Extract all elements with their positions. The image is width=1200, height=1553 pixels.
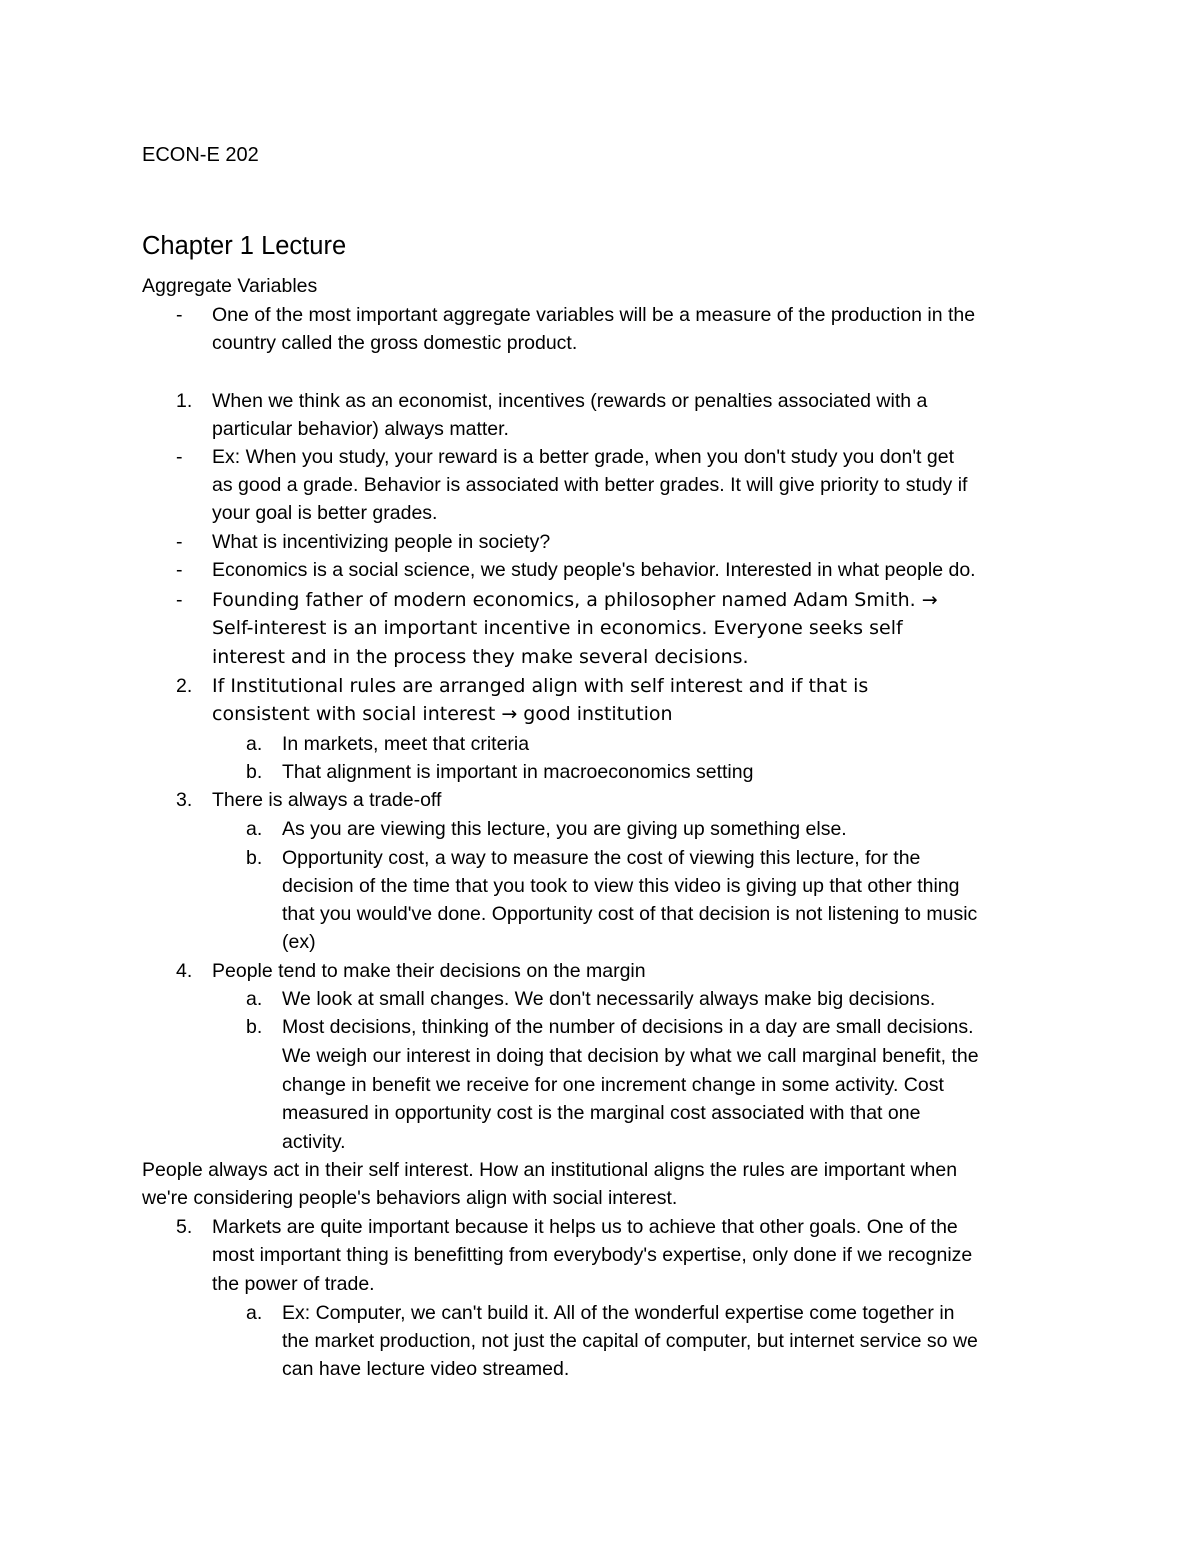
list-letter: a. (246, 1302, 263, 1324)
list-item-line: the market production, not just the capital of computer, but internet service so we (282, 1330, 978, 1352)
list-item-line: decision of the time that you took to view this video is giving up that other thing (282, 875, 960, 897)
list-item-line: activity. (282, 1131, 346, 1153)
section-subheading: Aggregate Variables (142, 275, 318, 297)
dash-bullet: - (176, 589, 183, 611)
list-item-line: Markets are quite important because it helps us to achieve that other goals. One of the (212, 1216, 958, 1238)
list-letter: b. (246, 847, 263, 869)
list-letter: b. (246, 1016, 263, 1038)
list-item-line: If Institutional rules are arranged align with self interest and if that is (212, 675, 869, 697)
list-item-line: that you would've done. Opportunity cost of that decision is not listening to music (282, 903, 978, 925)
list-item-line: What is incentivizing people in society? (212, 531, 551, 553)
list-item-line: measured in opportunity cost is the marginal cost associated with that one (282, 1102, 921, 1124)
list-letter: b. (246, 761, 263, 783)
list-item-line: Self-interest is an important incentive in economics. Everyone seeks self (212, 617, 903, 639)
list-item-line: One of the most important aggregate variables will be a measure of the production in the (212, 304, 976, 326)
list-item-line: the power of trade. (212, 1273, 375, 1295)
dash-bullet: - (176, 559, 183, 581)
paragraph-line: we're considering people's behaviors align with social interest. (142, 1187, 678, 1209)
list-number: 1. (176, 390, 193, 412)
list-letter: a. (246, 733, 263, 755)
page-title: Chapter 1 Lecture (142, 232, 347, 260)
list-item-line: We weigh our interest in doing that decision by what we call marginal benefit, the (282, 1045, 979, 1067)
list-item-line: When we think as an economist, incentives (rewards or penalties associated with a (212, 390, 928, 412)
paragraph-line: People always act in their self interest. How an institutional aligns the rules are important when (142, 1159, 958, 1181)
list-item-line: can have lecture video streamed. (282, 1358, 570, 1380)
list-item-line: That alignment is important in macroeconomics setting (282, 761, 754, 783)
list-item-line: Ex: When you study, your reward is a better grade, when you don't study you don't get (212, 446, 954, 468)
list-item-line: interest and in the process they make several decisions. (212, 646, 749, 668)
list-letter: a. (246, 988, 263, 1010)
list-item-line: change in benefit we receive for one increment change in some activity. Cost (282, 1074, 944, 1096)
list-item-line: People tend to make their decisions on the margin (212, 960, 646, 982)
list-item-line: (ex) (282, 931, 316, 953)
list-item-line: as good a grade. Behavior is associated with better grades. It will give priority to study if (212, 474, 968, 496)
list-item-line: consistent with social interest → good institution (212, 703, 673, 725)
dash-bullet: - (176, 446, 183, 468)
list-item-line: Most decisions, thinking of the number of decisions in a day are small decisions. (282, 1016, 974, 1038)
list-number: 2. (176, 675, 193, 697)
list-number: 3. (176, 789, 193, 811)
list-item-line: country called the gross domestic product. (212, 332, 578, 354)
list-item-line: Founding father of modern economics, a philosopher named Adam Smith. → (212, 589, 938, 611)
list-item-line: There is always a trade-off (212, 789, 442, 811)
list-item-line: particular behavior) always matter. (212, 418, 509, 440)
list-number: 4. (176, 960, 193, 982)
list-number: 5. (176, 1216, 193, 1238)
list-item-line: As you are viewing this lecture, you are giving up something else. (282, 818, 847, 840)
dash-bullet: - (176, 531, 183, 553)
list-item-line: your goal is better grades. (212, 502, 438, 524)
course-title: ECON-E 202 (142, 144, 259, 166)
list-item-line: In markets, meet that criteria (282, 733, 530, 755)
list-item-line: Opportunity cost, a way to measure the cost of viewing this lecture, for the (282, 847, 921, 869)
list-item-line: most important thing is benefitting from everybody's expertise, only done if we recognize (212, 1244, 973, 1266)
list-item-line: Ex: Computer, we can't build it. All of the wonderful expertise come together in (282, 1302, 955, 1324)
dash-bullet: - (176, 304, 183, 326)
list-letter: a. (246, 818, 263, 840)
list-item-line: Economics is a social science, we study people's behavior. Interested in what people do. (212, 559, 976, 581)
list-item-line: We look at small changes. We don't necessarily always make big decisions. (282, 988, 936, 1010)
